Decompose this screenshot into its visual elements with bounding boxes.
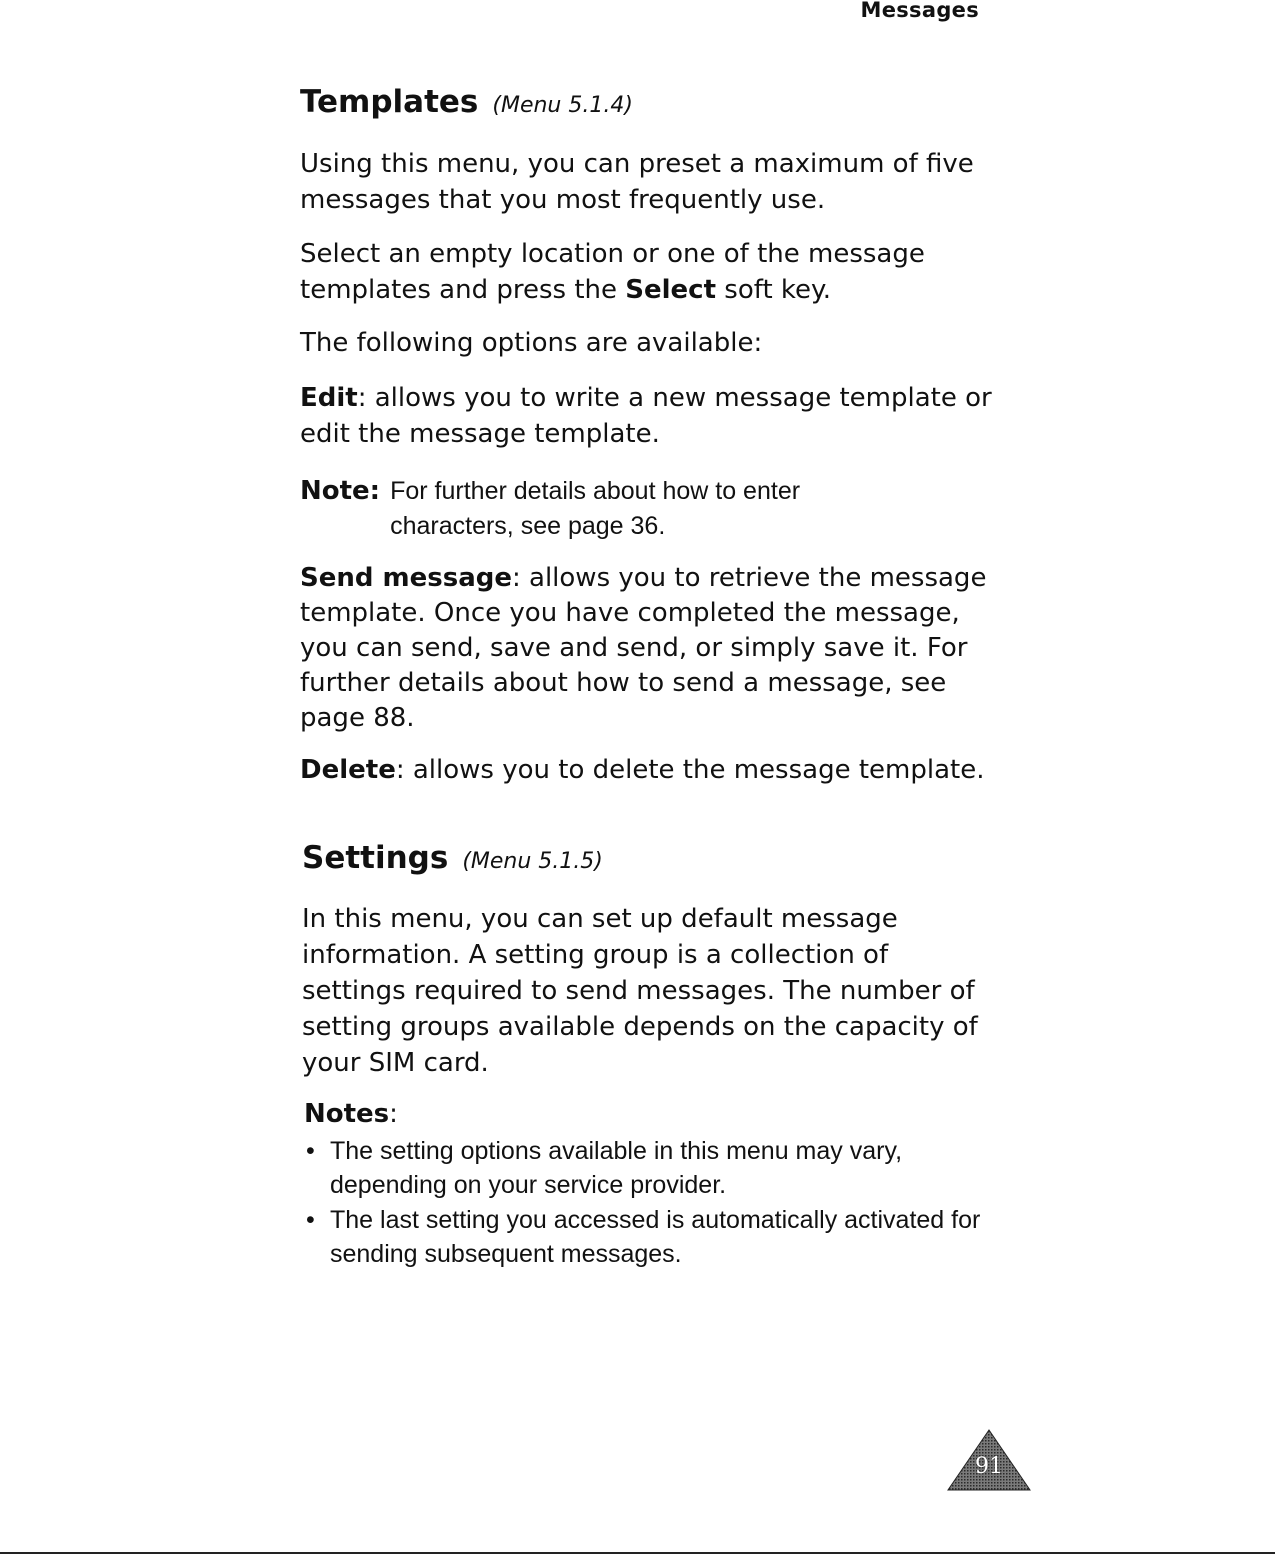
- settings-menu-ref: (Menu 5.1.5): [462, 849, 603, 874]
- send-message-label: Send message: [300, 563, 512, 593]
- note: [300, 474, 900, 544]
- edit-option: [300, 380, 1000, 452]
- page-number: 91: [975, 1454, 1003, 1479]
- select-key-label: Select: [625, 275, 717, 305]
- notes-list: [304, 1134, 994, 1271]
- notes-label: Notes: [304, 1099, 390, 1129]
- bullet-icon: •: [306, 1206, 315, 1234]
- notes-colon: :: [389, 1099, 398, 1129]
- delete-description: : allows you to delete the message template.: [395, 755, 985, 785]
- settings-intro: In this menu, you can set up default message information. A setting group is a collection of settings required to send messages. The number of setting groups available depends on the capacity of your SIM card.: [302, 904, 978, 1078]
- list-item: [304, 1203, 994, 1271]
- templates-menu-ref: (Menu 5.1.4): [492, 93, 633, 118]
- templates-heading: [300, 84, 1000, 121]
- running-header: Messages: [860, 0, 979, 22]
- note-block: [300, 474, 900, 544]
- send-message-description: : allows you to retrieve the message template. Once you have completed the message, you can send, save and send, or simply save it. For further details about how to send a message, see page 88.: [300, 563, 987, 733]
- templates-select-paragraph: [300, 236, 1000, 308]
- templates-title: Templates: [300, 84, 479, 120]
- templates-options-block: [300, 325, 1000, 361]
- bullet-icon: •: [306, 1137, 315, 1165]
- send-message-option: [300, 561, 1000, 736]
- edit-description: : allows you to write a new message template or edit the message template.: [300, 383, 992, 449]
- delete-label: Delete: [300, 755, 396, 785]
- note-label: Note:: [300, 476, 381, 506]
- list-item: [304, 1134, 994, 1202]
- edit-label: Edit: [300, 383, 358, 413]
- note-item-text: The setting options available in this menu may vary, depending on your service provider.: [330, 1137, 903, 1199]
- settings-heading: [302, 840, 1002, 877]
- delete-option: [300, 752, 1020, 788]
- delete-option-block: [300, 752, 1020, 788]
- settings-section: [302, 840, 1002, 877]
- note-text: For further details about how to enter characters, see page 36.: [390, 477, 801, 540]
- settings-notes-block: [304, 1096, 1004, 1272]
- select-text-after: soft key.: [716, 275, 831, 305]
- settings-intro-block: [302, 901, 992, 1081]
- select-text-before: Select an empty location or one of the message templates and press the: [300, 239, 925, 305]
- note-item-text: The last setting you accessed is automatically activated for sending subsequent messages.: [330, 1206, 981, 1268]
- edit-option-block: [300, 380, 1000, 452]
- templates-intro: Using this menu, you can preset a maximum of five messages that you most frequently use.: [300, 149, 974, 215]
- templates-intro-block: [300, 146, 1000, 218]
- options-intro: The following options are available:: [300, 328, 763, 358]
- page-number-badge: [946, 1428, 1032, 1492]
- templates-section: [300, 84, 1000, 121]
- notes-heading: [304, 1096, 1004, 1132]
- templates-select-block: [300, 236, 1000, 308]
- send-message-block: [300, 561, 1000, 736]
- settings-title: Settings: [302, 840, 449, 876]
